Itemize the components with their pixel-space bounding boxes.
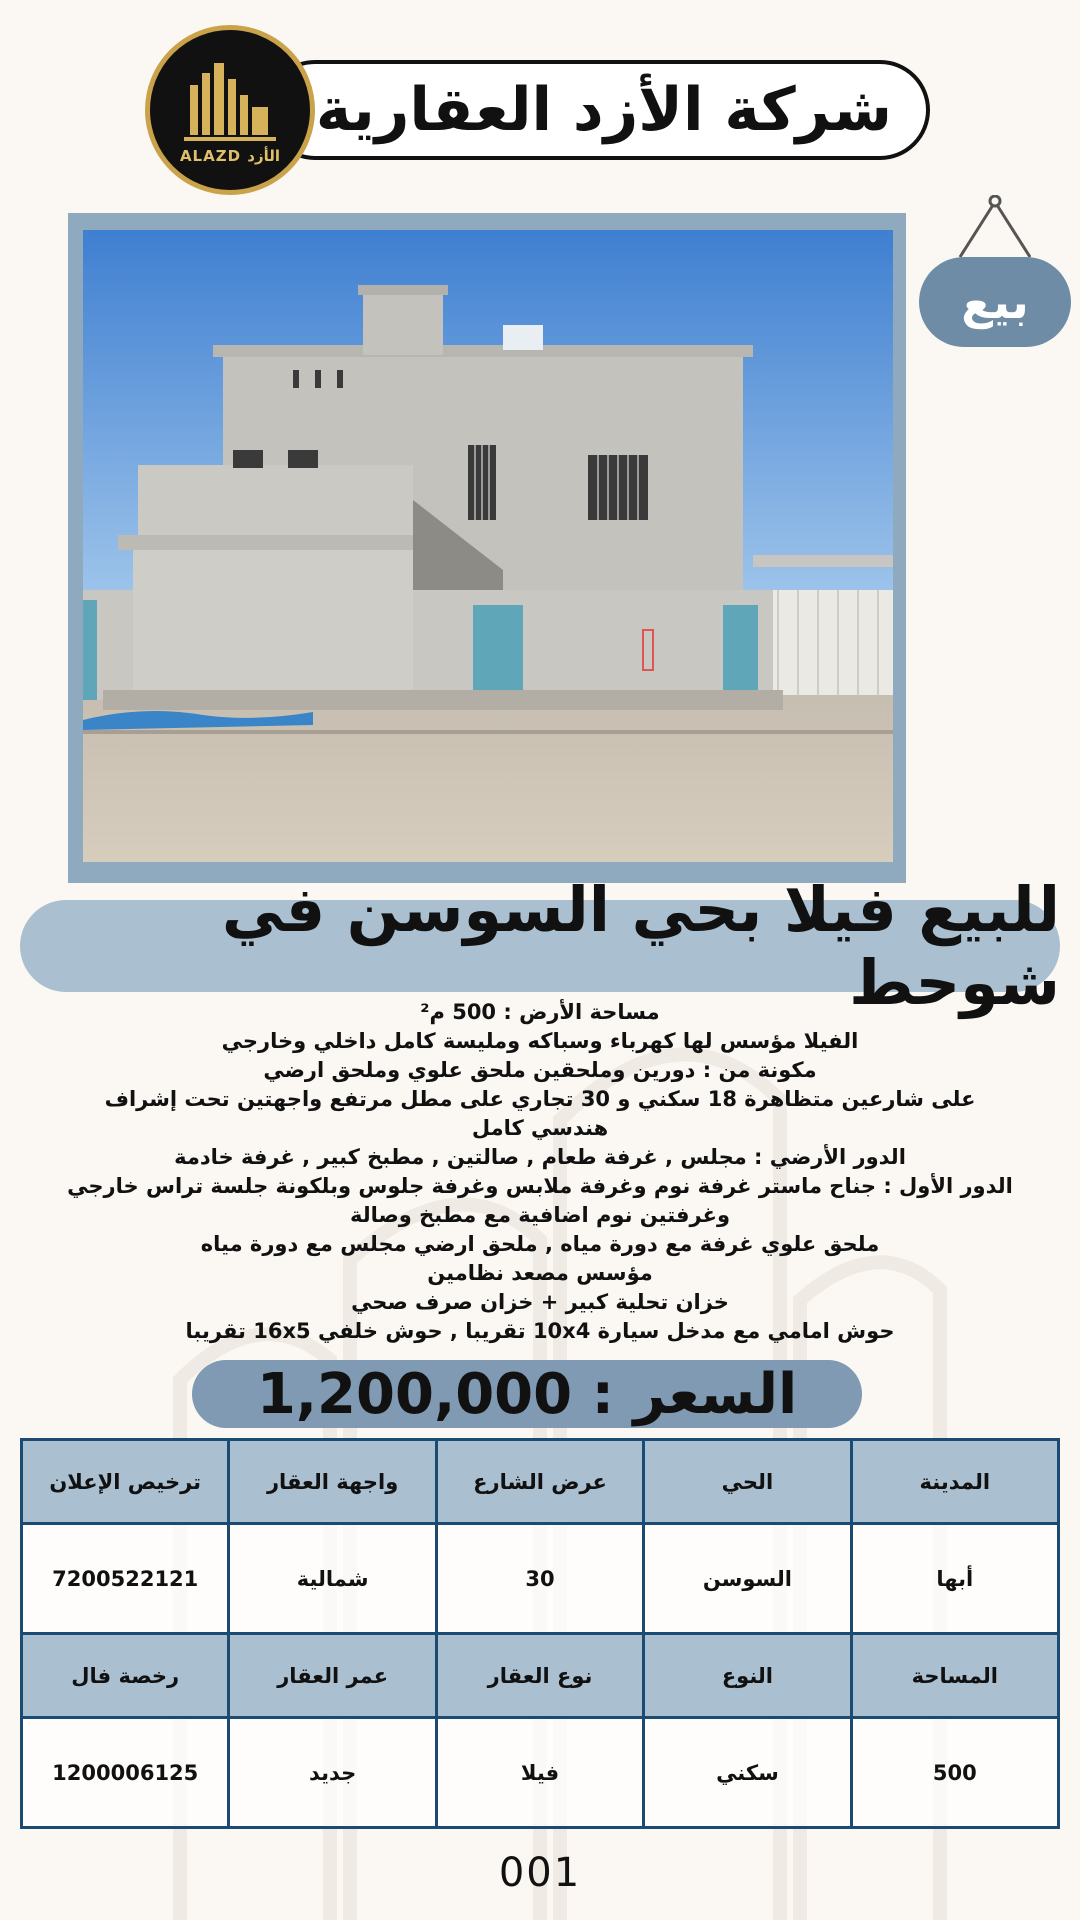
property-photo <box>83 230 893 862</box>
listing-title: للبيع فيلا بحي السوسن في شوحط <box>221 873 1060 1019</box>
header-street-width: عرض الشارع <box>436 1440 643 1524</box>
table-header-row <box>22 1440 1059 1524</box>
value-district: السوسن <box>644 1524 851 1634</box>
header-type: النوع <box>644 1634 851 1718</box>
description-line: الفيلا مؤسس لها كهرباء وسباكه ومليسة كامل داخلي وخارجي <box>221 1029 859 1053</box>
buildings-logo-icon <box>180 55 280 143</box>
header-district: الحي <box>644 1440 851 1524</box>
price-pill <box>192 1360 862 1428</box>
header-fal-license: رخصة فال <box>22 1634 229 1718</box>
description-line: وغرفتين نوم اضافية مع مطبخ وصالة <box>349 1203 731 1227</box>
description-line: هندسي كامل <box>471 1116 609 1140</box>
logo-text: ALAZD الأزد <box>179 147 281 165</box>
header <box>145 25 935 195</box>
value-type: سكني <box>644 1718 851 1828</box>
header-property-type: نوع العقار <box>436 1634 643 1718</box>
value-fal-license: 1200006125 <box>22 1718 229 1828</box>
header-ad-license: ترخيص الإعلان <box>22 1440 229 1524</box>
company-name-pill <box>265 60 930 160</box>
description-line: مؤسس مصعد نظامين <box>427 1261 653 1285</box>
property-photo-frame <box>68 213 906 883</box>
value-street-width: 30 <box>436 1524 643 1634</box>
price: السعر : 1,200,000 <box>256 1361 798 1427</box>
listing-number: 001 <box>498 1850 582 1896</box>
description-line: ملحق علوي غرفة مع دورة مياه , ملحق ارضي مجلس مع دورة مياه <box>200 1232 880 1256</box>
header-city: المدينة <box>851 1440 1058 1524</box>
value-area: 500 <box>851 1718 1058 1828</box>
description-line: الدور الأول : جناح ماستر غرفة نوم وغرفة ملابس وغرفة جلوس وبلكونة جلسة تراس خارجي <box>67 1174 1013 1198</box>
description-line: مكونة من : دورين وملحقين ملحق علوي وملحق ارضي <box>263 1058 817 1082</box>
value-facade: شمالية <box>229 1524 436 1634</box>
header-property-age: عمر العقار <box>229 1634 436 1718</box>
villa-illustration <box>83 230 893 862</box>
description-line: الدور الأرضي : مجلس , غرفة طعام , صالتين , مطبخ كبير , غرفة خادمة <box>174 1145 906 1169</box>
sign-hanger-icon <box>915 195 1075 265</box>
description-line: خزان تحلية كبير + خزان صرف صحي <box>351 1290 729 1314</box>
company-name: شركة الأزد العقارية <box>315 75 892 145</box>
header-facade: واجهة العقار <box>229 1440 436 1524</box>
property-info-table <box>20 1438 1060 1829</box>
description-line: حوش امامي مع مدخل سيارة 10x4 تقريبا , حوش خلفي 16x5 تقريبا <box>185 1319 895 1343</box>
property-description <box>0 998 1080 1346</box>
description-line: على شارعين متظاهرة 18 سكني و 30 تجاري على مطل مرتفع واجهتين تحت إشراف <box>104 1087 976 1111</box>
value-property-age: جديد <box>229 1718 436 1828</box>
value-property-type: فيلا <box>436 1718 643 1828</box>
sign-board <box>919 257 1071 347</box>
sale-sign <box>915 195 1075 355</box>
table-header-row <box>22 1634 1059 1718</box>
company-logo <box>145 25 315 195</box>
header-area: المساحة <box>851 1634 1058 1718</box>
table-row <box>22 1718 1059 1828</box>
description-line: مساحة الأرض : 500 م² <box>420 1000 660 1024</box>
sign-label: بيع <box>961 275 1029 329</box>
value-ad-license: 7200522121 <box>22 1524 229 1634</box>
value-city: أبها <box>851 1524 1058 1634</box>
table-row <box>22 1524 1059 1634</box>
